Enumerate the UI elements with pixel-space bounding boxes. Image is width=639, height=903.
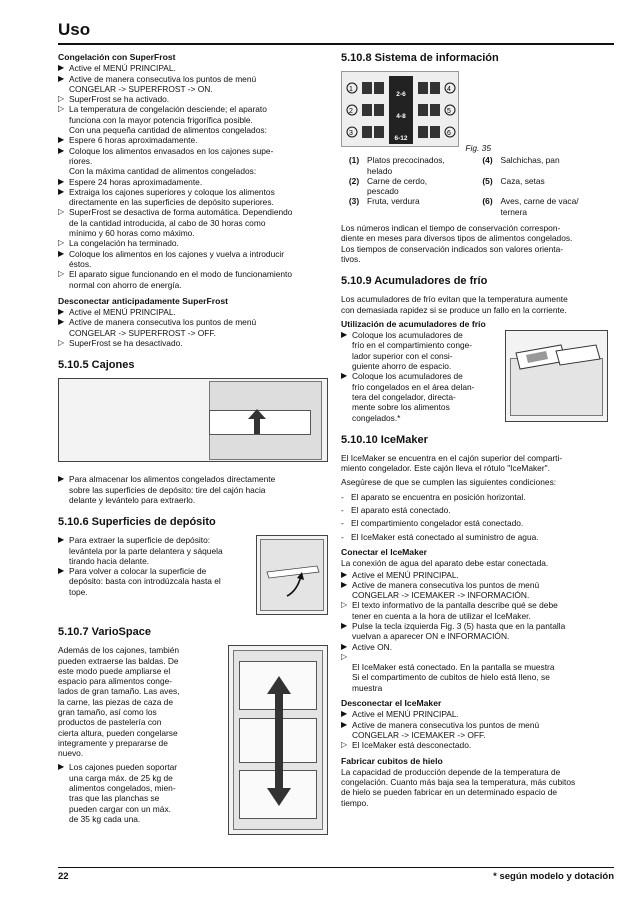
step-line: vuelvan a aparecer ON e INFORMACIÓN.	[352, 631, 510, 642]
desconectar-superfrost-steps	[58, 307, 328, 348]
page-footer	[58, 867, 614, 882]
step-text	[69, 317, 328, 338]
icemaker-heading: 5.10.10 IceMaker	[341, 433, 428, 446]
condition-text: El compartimiento congelador está conectado.	[351, 518, 524, 529]
step-item	[58, 474, 328, 505]
step-text	[352, 709, 608, 719]
step-item	[58, 269, 328, 290]
svg-text:4: 4	[447, 86, 451, 93]
step-text	[69, 135, 328, 145]
step-item	[58, 63, 328, 73]
text-line: tiempo.	[341, 797, 369, 808]
legend-number: (1)	[348, 155, 360, 166]
step-line	[352, 652, 608, 662]
ice-cubes-title: Fabricar cubitos de hielo	[341, 755, 443, 766]
svg-text:5: 5	[447, 108, 451, 115]
action-arrow-icon: ▶	[341, 719, 348, 729]
legend-number: (2)	[348, 175, 360, 186]
step-item	[58, 249, 328, 270]
step-line: directamente en las superficies de depósito superiores.	[69, 197, 274, 208]
action-arrow-icon: ▶	[58, 63, 65, 73]
step-line: Extraiga los cajones superiores y coloque los alimentos	[69, 186, 275, 197]
step-item	[58, 535, 250, 566]
acumuladores-subtitle: Utilización de acumuladores de frío	[341, 318, 486, 329]
acumuladores-steps	[341, 330, 499, 423]
step-item	[341, 642, 608, 652]
action-arrow-icon: ▶	[58, 176, 65, 186]
step-line: riores.	[69, 155, 93, 166]
condition-text: El aparato está conectado.	[351, 505, 451, 516]
step-item	[341, 330, 499, 371]
legend-text	[501, 196, 579, 217]
step-item	[341, 720, 608, 741]
step-line: delante y levántelo para extraerlo.	[69, 494, 196, 505]
acumuladores-heading: 5.10.9 Acumuladores de frío	[341, 275, 488, 288]
step-line: Con una pequeña cantidad de alimentos congelados:	[69, 125, 267, 136]
step-line: Para extraer la superficie de depósito:	[69, 535, 211, 546]
svg-text:6: 6	[447, 130, 451, 137]
drawer-up-arrow-icon	[59, 379, 328, 462]
result-arrow-icon: ▷	[58, 269, 65, 279]
text-line: cierta altura, pueden congelarse	[58, 727, 178, 738]
step-text	[352, 580, 608, 601]
acumuladores-paragraph	[341, 294, 608, 315]
step-line: El aparato sigue funcionando en el modo de funcionamiento	[69, 269, 293, 280]
legend-line: Fruta, verdura	[367, 196, 420, 207]
step-line: CONGELAR -> ICEMAKER -> INFORMACIÓN.	[352, 590, 530, 601]
cajones-steps	[58, 474, 328, 505]
result-arrow-icon: ▷	[58, 94, 65, 104]
variospace-illustration	[228, 645, 328, 835]
result-arrow-icon: ▷	[58, 104, 65, 114]
left-column	[58, 52, 328, 835]
step-item	[341, 652, 608, 693]
step-item	[58, 207, 328, 238]
step-line: una carga máx. de 25 kg de	[69, 772, 173, 783]
step-line: tera del congelador, directa-	[352, 391, 456, 402]
step-item	[58, 187, 328, 208]
legend-text	[501, 155, 560, 176]
step-line: alimentos congelados, mien-	[69, 783, 176, 794]
step-line: lador superior con el consi-	[352, 350, 453, 361]
svg-text:2: 2	[349, 108, 353, 115]
step-text	[352, 570, 608, 580]
step-line: Active de manera consecutiva los puntos de menú	[352, 579, 540, 590]
step-line: guiente ahorro de espacio.	[352, 361, 452, 372]
step-line: sobre las superficies de depósito: tire del cajón hacia	[69, 484, 266, 495]
step-item	[341, 600, 608, 621]
text-line: congelación. Cuanto más baja sea la temperatura, más cubitos	[341, 777, 576, 788]
step-text	[69, 566, 250, 597]
svg-text:3: 3	[349, 130, 353, 137]
step-item	[58, 238, 328, 248]
step-line: Active el MENÚ PRINCIPAL.	[69, 307, 176, 318]
ice-cubes-paragraph	[341, 767, 608, 808]
legend-number: (4)	[482, 155, 493, 166]
text-line: nuevo.	[58, 748, 84, 759]
text-line: La capacidad de producción depende de la temperatura de	[341, 766, 561, 777]
text-line: gran tamaño, así como los	[58, 706, 157, 717]
page-header	[58, 20, 614, 45]
step-line: La temperatura de congelación desciende; el aparato	[69, 104, 267, 115]
step-line: El texto informativo de la pantalla describe qué se debe	[352, 600, 558, 611]
connect-icemaker-intro: La conexión de agua del aparato debe estar conectada.	[341, 558, 549, 569]
text-line: integramente y prepararse de	[58, 737, 168, 748]
action-arrow-icon: ▶	[341, 620, 348, 630]
result-arrow-icon: ▷	[58, 338, 65, 348]
step-line: El IceMaker está conectado. En la pantalla se muestra	[352, 662, 555, 673]
step-text	[352, 371, 499, 422]
step-text	[69, 177, 328, 187]
action-arrow-icon: ▶	[341, 709, 348, 719]
step-line: Active de manera consecutiva los puntos de menú	[69, 317, 257, 328]
superficies-steps	[58, 535, 250, 615]
action-arrow-icon: ▶	[58, 307, 65, 317]
connect-icemaker-title: Conectar el IceMaker	[341, 546, 427, 557]
step-item	[58, 762, 222, 824]
shelf-illustration	[256, 535, 328, 615]
cold-packs-icon	[506, 331, 608, 422]
condition-item: - El IceMaker está conectado al suministro de agua.	[341, 531, 539, 542]
step-line: de la cantidad introducida, al cabo de 30 horas como	[69, 217, 266, 228]
step-text	[69, 63, 328, 73]
text-line: diente en meses para diversos tipos de alimentos congelados.	[341, 233, 573, 244]
text-line: de hielo se pueden fabricar en un determinado espacio de	[341, 787, 558, 798]
step-line: Pulse la tecla izquierda Fig. 3 (5) hasta que en la pantalla	[352, 620, 566, 631]
step-item	[58, 146, 328, 177]
step-text	[352, 720, 608, 741]
legend-row	[341, 196, 608, 217]
step-line: Active el MENÚ PRINCIPAL.	[352, 569, 459, 580]
step-text	[69, 474, 328, 505]
step-item	[58, 74, 328, 95]
step-text	[69, 104, 328, 135]
step-line: Si el compartimento de cubitos de hielo está lleno, se	[352, 672, 550, 683]
action-arrow-icon: ▶	[341, 641, 348, 651]
superficies-heading: 5.10.6 Superficies de depósito	[58, 516, 216, 529]
desconectar-superfrost-title: Desconectar anticipadamente SuperFrost	[58, 295, 229, 306]
legend-text	[367, 155, 445, 176]
condition-item: - El compartimiento congelador está conectado.	[341, 518, 524, 529]
svg-text:1: 1	[349, 86, 353, 93]
step-item	[341, 709, 608, 719]
step-line: funciona con la mayor potencia frigorífica posible.	[69, 114, 253, 125]
step-text	[69, 207, 328, 238]
result-arrow-icon: ▷	[58, 207, 65, 217]
step-line: levántela por la parte delantera y sáquela	[69, 545, 223, 556]
step-line: SuperFrost se desactiva de forma automática. Dependiendo	[69, 207, 293, 218]
info-paragraph	[341, 223, 608, 264]
step-line: pueden cargar con un máx.	[69, 803, 171, 814]
step-line: SuperFrost se ha desactivado.	[69, 338, 183, 349]
step-line: CONGELAR -> ICEMAKER -> OFF.	[352, 729, 486, 740]
action-arrow-icon: ▶	[58, 73, 65, 83]
step-item	[58, 317, 328, 338]
legend-line: Aves, carne de vaca/	[500, 196, 579, 207]
text-line: este modo puede ampliarse el	[58, 665, 171, 676]
info-symbols-panel	[341, 71, 459, 147]
legend-line: Salchichas, pan	[500, 155, 560, 166]
condition-item: - El aparato se encuentra en posición horizontal.	[341, 491, 526, 502]
step-item	[341, 570, 608, 580]
action-arrow-icon: ▶	[341, 579, 348, 589]
step-line: La congelación ha terminado.	[69, 238, 179, 249]
connect-icemaker-steps	[341, 570, 608, 694]
step-item	[341, 371, 499, 422]
step-line: SuperFrost se ha activado.	[69, 94, 170, 105]
step-line: muestra	[352, 682, 383, 693]
legend-line: Carne de cerdo,	[367, 175, 428, 186]
step-item	[341, 740, 608, 750]
action-arrow-icon: ▶	[58, 474, 65, 484]
drawer-illustration	[58, 378, 328, 462]
legend-row	[341, 155, 608, 176]
step-line: Espere 6 horas aproximadamente.	[69, 135, 198, 146]
step-line: depósito: basta con introdúzcala hasta el	[69, 576, 221, 587]
step-text	[69, 238, 328, 248]
step-line: tope.	[69, 586, 88, 597]
condition-item: - El aparato está conectado.	[341, 505, 451, 516]
action-arrow-icon: ▶	[58, 566, 65, 576]
legend-line: Caza, setas	[500, 175, 545, 186]
step-text	[69, 269, 328, 290]
step-text	[69, 249, 328, 270]
legend-number: (5)	[482, 175, 493, 186]
step-item	[58, 94, 328, 104]
step-line: Coloque los alimentos en los cajones y vuelva a introducir	[69, 248, 285, 259]
step-line: congelados.*	[352, 412, 401, 423]
double-arrow-icon	[229, 646, 328, 835]
header-rule	[58, 43, 614, 45]
icemaker-paragraph	[341, 453, 608, 474]
step-line: Espere 24 horas aproximadamente.	[69, 176, 203, 187]
text-line: Los acumuladores de frío evitan que la temperatura aumente	[341, 294, 568, 305]
text-line: tivos.	[341, 253, 361, 264]
legend-number: (3)	[348, 196, 360, 207]
info-legend	[341, 155, 608, 217]
step-line: Active el MENÚ PRINCIPAL.	[69, 63, 176, 74]
text-line: productos de pastelería con	[58, 717, 162, 728]
step-line: tras que las planchas se	[69, 793, 160, 804]
step-text	[352, 740, 608, 750]
text-line: Además de los cajones, también	[58, 645, 180, 656]
step-text	[69, 94, 328, 104]
step-line: Para almacenar los alimentos congelados directamente	[69, 474, 276, 485]
legend-row	[341, 176, 608, 197]
legend-text	[501, 176, 545, 197]
page-title: Uso	[58, 20, 91, 39]
right-column	[341, 52, 608, 812]
legend-number: (6)	[482, 196, 493, 207]
legend-line: helado	[367, 165, 393, 176]
step-line: éstos.	[69, 258, 92, 269]
result-arrow-icon: ▷	[341, 651, 348, 661]
legend-line: Platos precocinados,	[367, 155, 445, 166]
fig-35-label: Fig. 35	[465, 143, 491, 153]
step-text	[69, 146, 328, 177]
info-heading: 5.10.8 Sistema de información	[341, 52, 499, 64]
text-line: Los números indican el tiempo de conservación correspon-	[341, 223, 561, 234]
step-line: Active el MENÚ PRINCIPAL.	[352, 709, 459, 720]
icemaker-conditions	[341, 492, 608, 542]
result-arrow-icon: ▷	[341, 600, 348, 610]
step-line: frío en el compartimiento conge-	[352, 340, 473, 351]
step-line: Los cajones pueden soportar	[69, 762, 178, 773]
legend-line: ternera	[500, 206, 528, 217]
step-text	[352, 642, 608, 652]
step-text	[352, 330, 499, 371]
step-line: Coloque los acumuladores de	[352, 371, 463, 382]
step-line: El IceMaker está desconectado.	[352, 740, 472, 751]
page-number: 22	[58, 871, 69, 882]
text-line: espacio para alimentos conge-	[58, 676, 173, 687]
action-arrow-icon: ▶	[58, 535, 65, 545]
step-text	[352, 652, 608, 693]
superfrost-steps	[58, 63, 328, 290]
action-arrow-icon: ▶	[58, 135, 65, 145]
step-line: Para volver a colocar la superficie de	[69, 566, 207, 577]
step-item	[58, 338, 328, 348]
step-text	[69, 762, 222, 824]
step-line: Active de manera consecutiva los puntos de menú	[352, 719, 540, 730]
text-line: pueden extraerse las baldas. De	[58, 655, 179, 666]
months-1: 2-6	[396, 91, 406, 98]
step-text	[69, 74, 328, 95]
step-text	[69, 338, 328, 348]
text-line: miento congelador. Este cajón lleva el rótulo "IceMaker".	[341, 463, 550, 474]
step-line: Coloque los acumuladores de	[352, 330, 463, 341]
step-line: Active de manera consecutiva los puntos de menú	[69, 73, 257, 84]
step-text	[352, 600, 608, 621]
variospace-steps	[58, 762, 222, 824]
text-line: El IceMaker se encuentra en el cajón superior del comparti-	[341, 452, 563, 463]
action-arrow-icon: ▶	[58, 317, 65, 327]
disconnect-icemaker-steps	[341, 709, 608, 750]
months-2: 4-8	[396, 113, 406, 120]
condition-text: El IceMaker está conectado al suministro de agua.	[351, 531, 539, 542]
action-arrow-icon: ▶	[341, 330, 348, 340]
step-item	[58, 307, 328, 317]
step-item	[58, 177, 328, 187]
action-arrow-icon: ▶	[58, 248, 65, 258]
action-arrow-icon: ▶	[58, 186, 65, 196]
step-item	[58, 135, 328, 145]
step-line: Active ON.	[352, 641, 393, 652]
step-line: mente sobre los alimentos	[352, 402, 450, 413]
step-line: Coloque los alimentos envasados en los cajones supe-	[69, 145, 274, 156]
text-line: Los tiempos de conservación indicados son valores orienta-	[341, 243, 564, 254]
step-item	[341, 621, 608, 642]
months-3: 6-12	[394, 135, 408, 142]
step-line: tener en cuenta a la hora de utilizar el IceMaker.	[352, 610, 531, 621]
legend-line: pescado	[367, 186, 399, 197]
disconnect-icemaker-title: Desconectar el IceMaker	[341, 698, 442, 709]
action-arrow-icon: ▶	[341, 569, 348, 579]
superfrost-title: Congelación con SuperFrost	[58, 52, 176, 62]
result-arrow-icon: ▷	[58, 238, 65, 248]
result-arrow-icon: ▷	[341, 740, 348, 750]
action-arrow-icon: ▶	[58, 145, 65, 155]
footer-rule	[58, 867, 614, 868]
step-line: CONGELAR -> SUPERFROST -> ON.	[69, 83, 213, 94]
action-arrow-icon: ▶	[58, 762, 65, 772]
legend-text	[367, 196, 420, 217]
step-line: de 35 kg cada una.	[69, 813, 141, 824]
step-line: normal con ahorro de energía.	[69, 279, 182, 290]
cajones-heading: 5.10.5 Cajones	[58, 359, 135, 372]
step-line: CONGELAR -> SUPERFROST -> OFF.	[69, 327, 216, 338]
step-text	[69, 187, 328, 208]
action-arrow-icon: ▶	[341, 371, 348, 381]
cold-pack-illustration	[505, 330, 608, 422]
step-text	[69, 307, 328, 317]
text-line: la carne, las piezas de caza de	[58, 696, 173, 707]
step-line: mínimo y 60 horas como máximo.	[69, 228, 195, 239]
legend-text	[367, 176, 427, 197]
shelf-lift-arrow-icon	[257, 536, 328, 615]
step-text	[69, 535, 250, 566]
icemaker-conditions-intro: Asegúrese de que se cumplen las siguientes condiciones:	[341, 477, 557, 488]
text-line: con demasiada rapidez si se produce un fallo en la corriente.	[341, 304, 567, 315]
step-item	[341, 580, 608, 601]
variospace-text	[58, 645, 222, 758]
step-text	[352, 621, 608, 642]
step-line: Con la máxima cantidad de alimentos congelados:	[69, 166, 257, 177]
variospace-heading: 5.10.7 VarioSpace	[58, 626, 151, 639]
step-item	[58, 104, 328, 135]
text-line: lados de gran tamaño. Las aves,	[58, 686, 180, 697]
step-line: frío congelados en el área delan-	[352, 381, 475, 392]
footer-note: * según modelo y dotación	[493, 871, 614, 882]
step-line: tirando hacia delante.	[69, 555, 150, 566]
step-item	[58, 566, 250, 597]
condition-text: El aparato se encuentra en posición horizontal.	[351, 491, 526, 502]
